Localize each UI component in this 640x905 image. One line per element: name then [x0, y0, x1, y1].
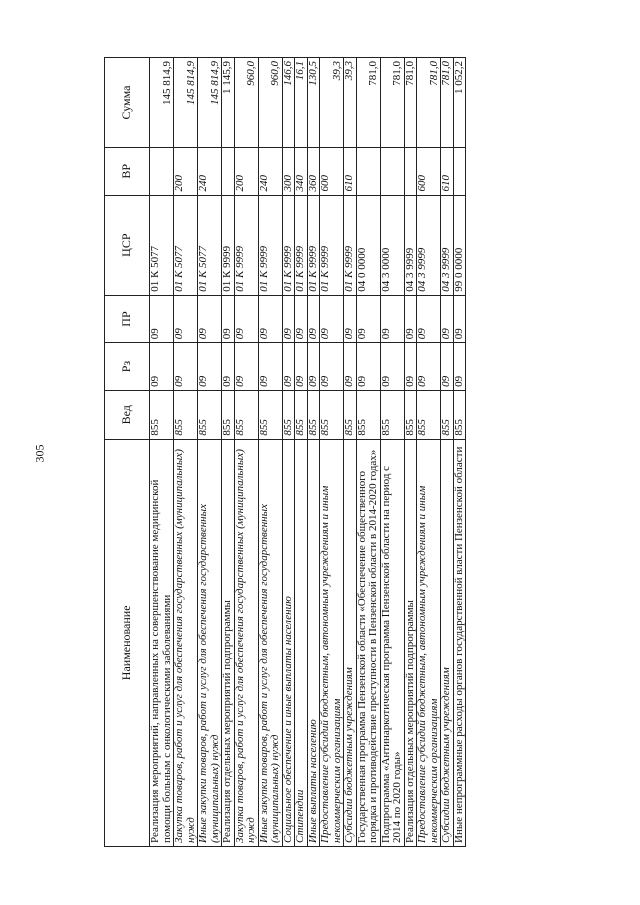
cell-pr: 09	[417, 295, 441, 343]
cell-ved: 855	[234, 390, 258, 439]
cell-ved: 855	[404, 390, 417, 439]
table-row	[453, 58, 466, 847]
cell-rz: 09	[282, 343, 295, 391]
cell-sum: 960,0	[234, 58, 258, 148]
cell-ved: 855	[150, 390, 174, 439]
cell-rz: 09	[150, 343, 174, 391]
table-row	[174, 58, 198, 847]
page-number: 305	[32, 444, 47, 463]
cell-vr	[222, 148, 235, 196]
cell-name: Закупка товаров, работ и услуг для обеспечения государственных (муниципальных) нужд	[234, 439, 258, 846]
cell-ved: 855	[380, 390, 404, 439]
header-ved: Вед	[105, 390, 150, 439]
cell-csr: 01 К 9999	[307, 195, 320, 295]
cell-sum: 1 145,9	[222, 58, 235, 148]
table-row	[258, 58, 282, 847]
cell-vr	[453, 148, 466, 196]
table-row	[441, 58, 454, 847]
cell-pr: 09	[150, 295, 174, 343]
cell-ved: 855	[320, 390, 344, 439]
cell-ved: 855	[174, 390, 198, 439]
cell-rz: 09	[417, 343, 441, 391]
cell-rz: 09	[380, 343, 404, 391]
cell-csr: 01 К 9999	[282, 195, 295, 295]
table-row	[234, 58, 258, 847]
table-row	[222, 58, 235, 847]
table-body	[150, 58, 466, 847]
cell-sum: 130,5	[307, 58, 320, 148]
cell-vr	[404, 148, 417, 196]
cell-rz: 09	[344, 343, 357, 391]
cell-ved: 855	[295, 390, 308, 439]
cell-sum: 1 052,2	[453, 58, 466, 148]
header-csr: ЦСР	[105, 195, 150, 295]
cell-ved: 855	[198, 390, 222, 439]
cell-vr: 340	[295, 148, 308, 196]
cell-pr: 09	[295, 295, 308, 343]
cell-sum: 781,0	[356, 58, 380, 148]
cell-rz: 09	[404, 343, 417, 391]
cell-sum: 145 814,9	[174, 58, 198, 148]
cell-name: Подпрограмма «Антинаркотическая программа Пензенской области на период с 2014 по 2020 годы»	[380, 439, 404, 846]
cell-vr: 610	[344, 148, 357, 196]
cell-csr: 04 0 0000	[356, 195, 380, 295]
cell-pr: 09	[282, 295, 295, 343]
header-rz: Рз	[105, 343, 150, 391]
cell-ved: 855	[417, 390, 441, 439]
table-row	[344, 58, 357, 847]
cell-csr: 01 К 9999	[222, 195, 235, 295]
cell-ved: 855	[307, 390, 320, 439]
table-row	[198, 58, 222, 847]
cell-vr: 200	[234, 148, 258, 196]
cell-sum: 781,0	[380, 58, 404, 148]
cell-csr: 01 К 5077	[174, 195, 198, 295]
cell-sum: 39,3	[320, 58, 344, 148]
cell-sum: 145 814,9	[150, 58, 174, 148]
cell-csr: 01 К 9999	[295, 195, 308, 295]
table-row	[404, 58, 417, 847]
table-row	[380, 58, 404, 847]
cell-csr: 04 3 9999	[404, 195, 417, 295]
table-row	[320, 58, 344, 847]
cell-sum: 16,1	[295, 58, 308, 148]
table-row	[307, 58, 320, 847]
cell-vr: 360	[307, 148, 320, 196]
cell-sum: 146,6	[282, 58, 295, 148]
cell-vr: 200	[174, 148, 198, 196]
cell-pr: 09	[453, 295, 466, 343]
cell-ved: 855	[453, 390, 466, 439]
cell-ved: 855	[344, 390, 357, 439]
header-sum: Сумма	[105, 58, 150, 148]
cell-rz: 09	[295, 343, 308, 391]
cell-name: Иные закупки товаров, работ и услуг для обеспечения государственных (муниципальных) нужд	[198, 439, 222, 846]
cell-rz: 09	[307, 343, 320, 391]
cell-name: Предоставление субсидий бюджетным, автономным учреждениям и иным некоммерческим организациям	[417, 439, 441, 846]
cell-sum: 145 814,9	[198, 58, 222, 148]
cell-csr: 01 К 9999	[320, 195, 344, 295]
cell-name: Иные закупки товаров, работ и услуг для обеспечения государственных (муниципальных) нужд	[258, 439, 282, 846]
header-vr: ВР	[105, 148, 150, 196]
cell-pr: 09	[174, 295, 198, 343]
cell-sum: 960,0	[258, 58, 282, 148]
cell-pr: 09	[307, 295, 320, 343]
cell-ved: 855	[282, 390, 295, 439]
cell-ved: 855	[356, 390, 380, 439]
cell-rz: 09	[222, 343, 235, 391]
cell-pr: 09	[234, 295, 258, 343]
table-row	[417, 58, 441, 847]
cell-name: Предоставление субсидий бюджетным, автономным учреждениям и иным некоммерческим организациям	[320, 439, 344, 846]
cell-ved: 855	[258, 390, 282, 439]
table-row	[282, 58, 295, 847]
table-header-row	[105, 58, 150, 847]
cell-pr: 09	[320, 295, 344, 343]
cell-vr: 610	[441, 148, 454, 196]
cell-name: Реализация отдельных мероприятий подпрограммы	[222, 439, 235, 846]
cell-csr: 01 К 9999	[234, 195, 258, 295]
cell-pr: 09	[222, 295, 235, 343]
cell-pr: 09	[356, 295, 380, 343]
cell-ved: 855	[222, 390, 235, 439]
cell-vr: 300	[282, 148, 295, 196]
header-pr: ПР	[105, 295, 150, 343]
cell-csr: 04 3 0000	[380, 195, 404, 295]
cell-sum: 781,0	[441, 58, 454, 148]
cell-name: Социальное обеспечение и иные выплаты населению	[282, 439, 295, 846]
cell-name: Реализация мероприятий, направленных на совершенствование медицинской помощи больным с онкологическими заболеваниями	[150, 439, 174, 846]
cell-name: Субсидии бюджетным учреждениям	[441, 439, 454, 846]
cell-sum: 39,3	[344, 58, 357, 148]
cell-csr: 01 К 9999	[344, 195, 357, 295]
cell-rz: 09	[356, 343, 380, 391]
cell-name: Субсидии бюджетным учреждениям	[344, 439, 357, 846]
cell-rz: 09	[441, 343, 454, 391]
cell-name: Стипендии	[295, 439, 308, 846]
cell-name: Закупка товаров, работ и услуг для обеспечения государственных (муниципальных) нужд	[174, 439, 198, 846]
cell-pr: 09	[441, 295, 454, 343]
cell-rz: 09	[234, 343, 258, 391]
cell-vr: 240	[258, 148, 282, 196]
cell-rz: 09	[453, 343, 466, 391]
cell-csr: 99 0 0000	[453, 195, 466, 295]
cell-pr: 09	[380, 295, 404, 343]
cell-csr: 01 К 9999	[258, 195, 282, 295]
cell-sum: 781,0	[404, 58, 417, 148]
cell-vr: 600	[417, 148, 441, 196]
cell-sum: 781,0	[417, 58, 441, 148]
cell-rz: 09	[258, 343, 282, 391]
cell-rz: 09	[320, 343, 344, 391]
cell-pr: 09	[344, 295, 357, 343]
table-row	[356, 58, 380, 847]
cell-pr: 09	[198, 295, 222, 343]
cell-csr: 01 К 5077	[198, 195, 222, 295]
cell-rz: 09	[174, 343, 198, 391]
table-row	[295, 58, 308, 847]
cell-vr: 240	[198, 148, 222, 196]
cell-name: Государственная программа Пензенской области «Обеспечение общественного порядка и противодействие преступности в Пензенской области в 2014-2020 годах»	[356, 439, 380, 846]
rotated-table-container	[104, 57, 529, 847]
cell-csr: 04 3 9999	[417, 195, 441, 295]
budget-table	[104, 57, 466, 847]
cell-pr: 09	[404, 295, 417, 343]
cell-csr: 01 К 5077	[150, 195, 174, 295]
cell-vr	[150, 148, 174, 196]
cell-name: Иные непрограммные расходы органов государственной власти Пензенской области	[453, 439, 466, 846]
cell-name: Реализация отдельных мероприятий подпрограммы	[404, 439, 417, 846]
cell-vr: 600	[320, 148, 344, 196]
cell-csr: 04 3 9999	[441, 195, 454, 295]
cell-name: Иные выплаты населению	[307, 439, 320, 846]
header-name: Наименование	[105, 439, 150, 846]
cell-rz: 09	[198, 343, 222, 391]
cell-vr	[380, 148, 404, 196]
table-row	[150, 58, 174, 847]
cell-ved: 855	[441, 390, 454, 439]
cell-pr: 09	[258, 295, 282, 343]
cell-vr	[356, 148, 380, 196]
